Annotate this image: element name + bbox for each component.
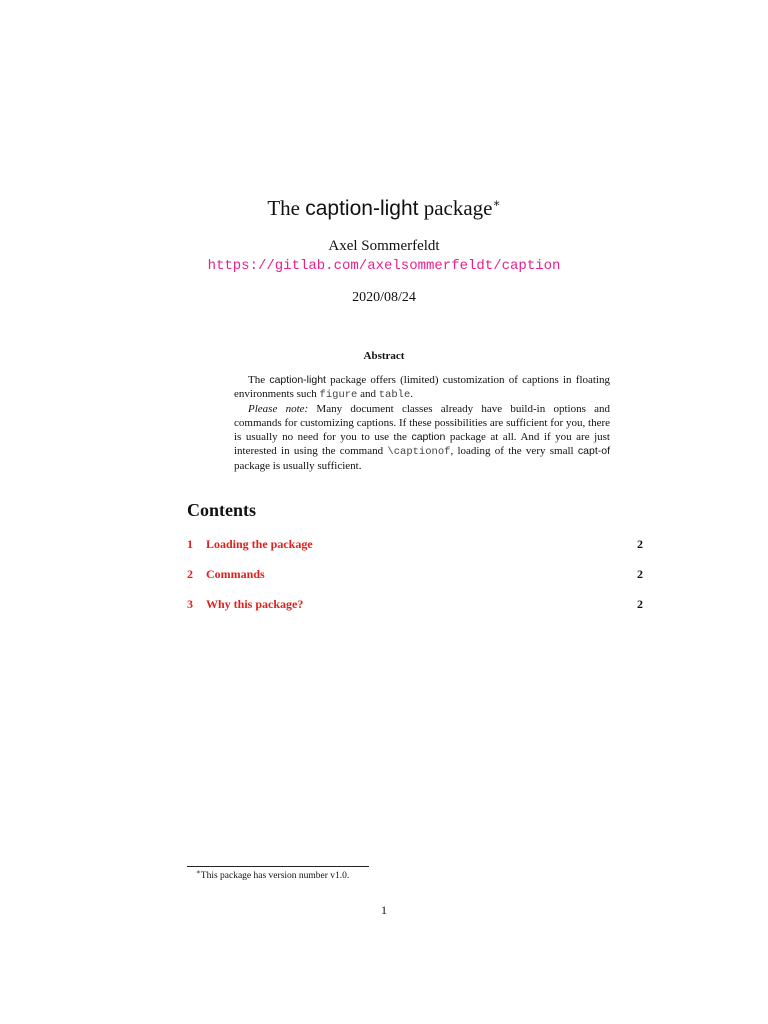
footnote-text: This package has version number v1.0.: [200, 871, 350, 882]
footnote: [196, 868, 349, 881]
abstract-paragraph-2: Please note: Many document classes already have build-in options and commands for customizing captions. If these possibilities are sufficient for you, there is usually no need for you to use the caption package at all. And if you are just interested in using the command \captionof, loading of the very small capt-of package is usually sufficient.: [234, 403, 611, 472]
toc-item-commands[interactable]: 2 Commands 2: [187, 567, 643, 581]
abstract-paragraph-1: The caption-light package offers (limited) customization of captions in floating environments such figure and table.: [234, 374, 610, 401]
toc-item-why-this-package[interactable]: 3 Why this package? 2: [187, 597, 643, 611]
document-title: The caption-light package∗: [267, 196, 501, 220]
author-name: Axel Sommerfeldt: [328, 238, 440, 254]
repository-link[interactable]: https://gitlab.com/axelsommerfeldt/caption: [207, 258, 561, 274]
contents-heading: Contents: [187, 500, 257, 520]
title-package-name: caption-light: [305, 197, 419, 220]
page-number: 1: [381, 903, 387, 917]
abstract-heading: Abstract: [363, 350, 405, 362]
footnote-divider: [187, 866, 369, 867]
toc-item-loading-the-package[interactable]: 1 Loading the package 2: [187, 537, 643, 551]
document-date: 2020/08/24: [352, 290, 416, 305]
footnote-mark: ∗: [196, 868, 201, 876]
title-footnote-mark: ∗: [492, 196, 501, 210]
